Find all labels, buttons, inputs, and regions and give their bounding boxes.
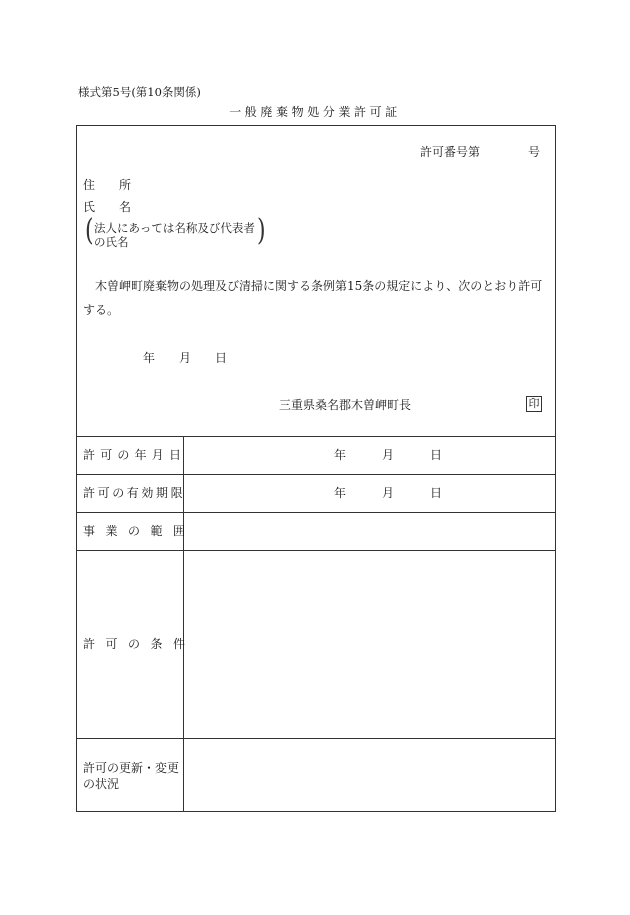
row-divider <box>77 436 555 437</box>
document-title: 一般廃棄物処分業許可証 <box>229 105 401 119</box>
permit-date-year: 年 <box>334 448 347 462</box>
right-bracket-glyph: ) <box>257 214 266 249</box>
row-divider <box>77 474 555 475</box>
corporation-note-line2: の氏名 <box>94 235 129 249</box>
renewal-status-label-line1: 許可の更新・変更 <box>83 761 180 775</box>
address-label: 住 所 <box>83 178 132 192</box>
validity-label: 許可の有効期限 <box>83 486 186 500</box>
validity-day: 日 <box>430 486 443 500</box>
permit-number-suffix: 号 <box>528 145 541 159</box>
renewal-status-label-line2: の状況 <box>83 777 120 791</box>
seal-stamp-box: 印 <box>526 396 542 412</box>
row-divider <box>77 738 555 739</box>
permit-conditions-label: 許可の条件 <box>83 637 196 651</box>
form-number-label: 様式第5号(第10条関係) <box>78 85 201 99</box>
row-divider <box>77 550 555 551</box>
corporation-note <box>85 214 266 249</box>
issue-date-day: 日 <box>215 351 228 365</box>
issue-date-year: 年 <box>143 351 156 365</box>
permit-date-month: 月 <box>382 448 395 462</box>
permit-statement: 木曽岬町廃棄物の処理及び清掃に関する条例第15条の規定により、次のとおり許可する。 <box>83 279 543 317</box>
permit-form-table <box>76 125 556 812</box>
permit-number-prefix: 許可番号第 <box>420 145 481 159</box>
validity-year: 年 <box>334 486 347 500</box>
permit-date-label: 許可の年月日 <box>83 448 187 462</box>
name-label: 氏 名 <box>83 200 132 214</box>
left-bracket-glyph: ( <box>85 214 94 249</box>
corporation-note-line1: 法人にあっては名称及び代表者 <box>94 221 255 235</box>
business-scope-label: 事業の範囲 <box>83 524 196 538</box>
issuer-name: 三重県桑名郡木曽岬町長 <box>279 398 412 412</box>
validity-month: 月 <box>382 486 395 500</box>
row-divider <box>77 512 555 513</box>
permit-date-day: 日 <box>430 448 443 462</box>
issue-date-month: 月 <box>179 351 192 365</box>
